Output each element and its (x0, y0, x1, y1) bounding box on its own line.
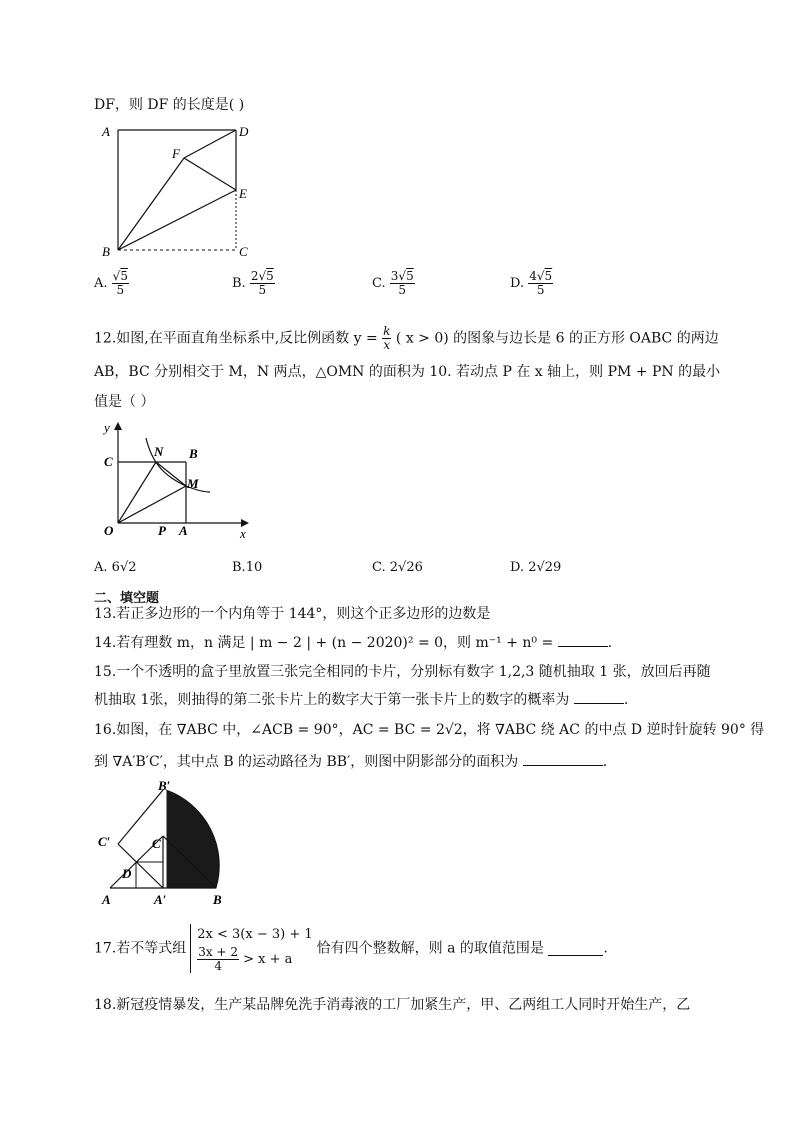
q16-label-Cprime: C′ (98, 834, 111, 849)
q11-option-c: C. $\frac{3√5}{5}$ (372, 269, 414, 297)
q11-question-tail: DF，则 DF 的长度是( ) (94, 97, 245, 113)
q15-line-1: 15.一个不透明的盒子里放置三张完全相同的卡片，分别标有数字 1,2,3 随机抽取 1 张，放回后再随 (94, 664, 711, 680)
q14-end: . (607, 635, 613, 651)
q13-question: 13.若正多边形的一个内角等于 144°，则这个正多边形的边数是 (94, 606, 491, 622)
q12-option-a-value: 6√2 (111, 560, 137, 575)
q12-frac-num: k (383, 324, 391, 338)
q12-option-b-value: 10 (245, 560, 263, 575)
q16-answer-blank[interactable] (523, 751, 603, 766)
q12-option-a-letter: A. (94, 560, 108, 575)
q17-prefix: 17.若不等式组 (94, 940, 187, 957)
q11-option-a-letter: A. (94, 276, 108, 291)
q12-label-C: C (104, 454, 113, 469)
q15-answer-blank[interactable] (574, 689, 624, 704)
q17-question (94, 924, 608, 973)
q16-label-D: D (122, 866, 132, 881)
q11-label-B: B (102, 244, 110, 259)
q11-option-a-radicand: 5 (120, 269, 128, 283)
q12-option-b-letter: B. (232, 560, 246, 575)
q17-inequality-2-den: 4 (214, 959, 222, 973)
q14-question (94, 632, 612, 653)
q12-option-d-value: 2√29 (528, 560, 562, 575)
q12-label-y: y (104, 420, 110, 435)
q17-inequality-2-num: 3x + 2 (198, 945, 238, 959)
q11-label-E: E (239, 186, 247, 201)
q11-option-a-denominator: 5 (116, 283, 125, 297)
q17-inequality-system (190, 924, 312, 973)
q16-rotation-figure (96, 778, 236, 910)
q12-label-N: N (154, 444, 164, 459)
q14-text: 14.若有理数 m，n 满足 | m − 2 | + (n − 2020)² = 0，则 m⁻¹ + n⁰ = (94, 635, 554, 651)
q17-inequality-1: 2x < 3(x − 3) + 1 (197, 927, 313, 942)
q17-inequality-2-rhs: > x + a (243, 952, 293, 967)
q12-coordinate-figure (96, 418, 256, 548)
q11-option-d-letter: D. (510, 276, 525, 291)
q12-option-a (94, 560, 137, 575)
q17-suffix: 恰有四个整数解，则 a 的取值范围是 (316, 940, 544, 957)
q12-line-3: 值是（ ） (94, 394, 155, 410)
q11-option-b-letter: B. (232, 276, 246, 291)
q11-option-a: A. $\frac{√5}{5}$ (94, 269, 128, 297)
q11-option-d: D. $\frac{4√5}{5}$ (510, 269, 553, 297)
q11-option-b: B. $\frac{2√5}{5}$ (232, 269, 274, 297)
q16-label-Aprime: A′ (154, 892, 167, 907)
q12-label-M: M (187, 476, 199, 491)
q12-line-2: AB，BC 分别相交于 M，N 两点，△OMN 的面积为 10. 若动点 P 在 x 轴上，则 PM + PN 的最小 (94, 364, 721, 380)
q12-option-c-letter: C. (372, 560, 386, 575)
q11-label-C: C (239, 244, 248, 259)
q11-label-D: D (239, 124, 249, 139)
q12-label-P: P (158, 523, 166, 538)
q12-option-c-value: 2√26 (389, 560, 423, 575)
q16-label-C: C (152, 836, 161, 851)
q16-label-B: B (213, 892, 222, 907)
q14-answer-blank[interactable] (558, 632, 608, 647)
q11-option-d-coef: 4 (529, 269, 537, 283)
q11-option-c-radicand: 5 (406, 269, 414, 283)
q16-label-A: A (102, 892, 111, 907)
q18-question: 18.新冠疫情暴发，生产某品牌免洗手消毒液的工厂加紧生产，甲、乙两组工人同时开始生产，乙 (94, 997, 691, 1013)
q16-label-Bprime: B′ (158, 778, 171, 793)
q16-end: . (602, 754, 608, 770)
q12-option-d-letter: D. (510, 560, 525, 575)
q12-option-d (510, 560, 561, 575)
q16-line-2-text: 到 ∇A′B′C′，其中点 B 的运动路径为 BB′，则图中阴影部分的面积为 (94, 754, 519, 770)
q12-frac-den: x (383, 338, 391, 352)
q15-line-2 (94, 689, 628, 710)
q11-option-c-coef: 3 (390, 269, 399, 283)
q17-end: . (603, 940, 608, 957)
q16-line-1: 16.如图，在 ∇ABC 中，∠ACB = 90°，AC = BC = 2√2，将 ∇ABC 绕 AC 的中点 D 逆时针旋转 90° 得 (94, 722, 765, 738)
q12-label-O: O (104, 523, 114, 538)
q11-option-d-denominator: 5 (536, 283, 545, 297)
q12-option-b (232, 560, 262, 575)
q12-option-c (372, 560, 423, 575)
q15-line-2-text: 机抽取 1张，则抽得的第二张卡片上的数字大于第一张卡片上的数字的概率为 (94, 692, 570, 708)
q12-line-1-start: 12.如图,在平面直角坐标系中,反比例函数 y = (94, 330, 378, 347)
q11-option-b-radicand: 5 (266, 269, 274, 283)
q12-label-x: x (240, 526, 246, 541)
q12-line-1 (94, 325, 719, 352)
q11-option-d-radicand: 5 (544, 269, 553, 283)
q11-option-c-denominator: 5 (398, 283, 407, 297)
q11-option-b-coef: 2 (250, 269, 259, 283)
q11-label-F: F (172, 146, 180, 161)
q15-end: . (623, 692, 629, 708)
q12-label-A: A (179, 523, 188, 538)
section-fill-in-blank-heading: 二、填空题 (94, 591, 160, 606)
q11-square-figure (96, 120, 256, 265)
q16-line-2 (94, 751, 607, 772)
q12-line-1-end: ( x > 0) 的图象与边长是 6 的正方形 OABC 的两边 (395, 330, 719, 347)
q11-option-b-denominator: 5 (258, 283, 267, 297)
q12-label-B: B (189, 446, 198, 461)
q11-option-c-letter: C. (372, 276, 386, 291)
q17-answer-blank[interactable] (548, 941, 603, 956)
q11-label-A: A (102, 124, 110, 139)
